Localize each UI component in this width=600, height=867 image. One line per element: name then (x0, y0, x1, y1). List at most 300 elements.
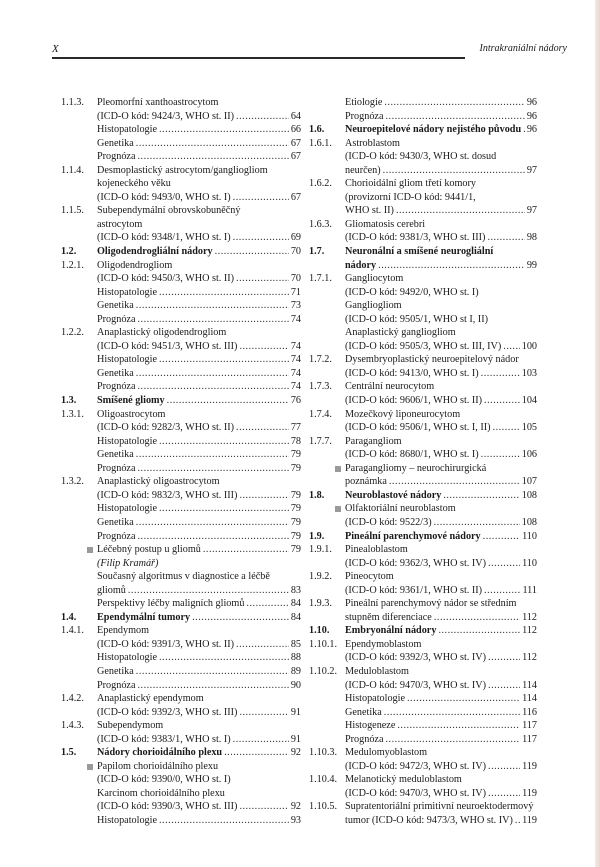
entry-title: Anaplastický ependymom (97, 693, 204, 705)
section-number: 1.9.2. (309, 571, 332, 583)
entry-title: Dysembryoplastický neuroepitelový nádor (345, 354, 519, 366)
page-ref: 105 (521, 422, 537, 434)
toc-entry (61, 570, 301, 584)
page-ref: 108 (521, 489, 537, 501)
page-ref: 112 (522, 611, 537, 623)
toc-entry (61, 394, 301, 408)
dot-leader (137, 150, 288, 164)
toc-entry (61, 435, 301, 449)
entry-line (345, 204, 537, 218)
dot-leader (233, 231, 289, 245)
dot-leader (136, 516, 289, 530)
page-ref: 67 (290, 191, 301, 203)
dot-leader (434, 516, 520, 530)
page-ref: 119 (522, 760, 537, 772)
dot-leader (224, 746, 289, 760)
entry-title: Embryonální nádory (345, 625, 437, 637)
page-ref: 110 (522, 530, 537, 542)
page-ref: 96 (526, 110, 537, 122)
entry-title: Prognóza (97, 313, 136, 325)
entry-line (97, 435, 301, 449)
entry-title: (ICD-O kód: 9492/0, WHO st. I) (345, 286, 479, 298)
toc-entry (309, 204, 537, 218)
entry-line (345, 123, 537, 137)
toc-entry (309, 231, 537, 245)
entry-title: (ICD-O kód: 9470/3, WHO st. IV) (345, 787, 487, 799)
entry-line (345, 313, 537, 327)
toc-column-right (309, 96, 537, 828)
section-number: 1.7.2. (309, 354, 332, 366)
page-ref: 119 (522, 787, 537, 799)
entry-title: (ICD-O kód: 9505/3, WHO st. III, IV) (345, 340, 502, 352)
entry-line (345, 733, 537, 747)
toc-entry (61, 746, 301, 760)
section-number: 1.7.1. (309, 273, 332, 285)
page-ref: 93 (290, 814, 301, 826)
entry-title: Léčebný postup u gliomů (97, 544, 201, 556)
toc-entry (309, 286, 537, 300)
entry-line (97, 597, 301, 611)
dot-leader (407, 692, 520, 706)
page-ref: 114 (522, 693, 537, 705)
page-ref: 90 (290, 679, 301, 691)
section-number: 1.5. (61, 747, 77, 759)
toc-entry (61, 516, 301, 530)
dot-leader (128, 584, 289, 598)
page-ref: 84 (290, 611, 301, 623)
entry-line (97, 137, 301, 151)
toc-entry (309, 367, 537, 381)
entry-line (345, 475, 537, 489)
page-ref: 96 (526, 124, 537, 136)
toc-entry (61, 313, 301, 327)
entry-line (345, 286, 537, 300)
entry-line (345, 177, 537, 191)
entry-title: Histopatologie (97, 814, 157, 826)
toc-entry (61, 787, 301, 801)
entry-line (345, 584, 537, 598)
entry-line (345, 800, 537, 814)
entry-line (97, 123, 301, 137)
toc-entry (61, 773, 301, 787)
toc-entry (309, 462, 537, 476)
dot-leader (239, 706, 288, 720)
entry-title: Ependymom (97, 625, 150, 637)
section-number: 1.4.1. (61, 625, 84, 637)
entry-line (97, 231, 301, 245)
page-ref: 79 (290, 489, 301, 501)
page-ref: 70 (290, 273, 301, 285)
entry-line (97, 245, 301, 259)
toc-entry (309, 516, 537, 530)
toc-entry (309, 489, 537, 503)
entry-line (345, 719, 537, 733)
toc-entry (309, 719, 537, 733)
toc-entry (309, 624, 537, 638)
dot-leader (503, 340, 519, 354)
toc-entry (61, 353, 301, 367)
page-ref: 92 (290, 801, 301, 813)
toc-entry (309, 502, 537, 516)
dot-leader (488, 557, 520, 571)
entry-title: poznámka (345, 476, 387, 488)
toc-entry (309, 394, 537, 408)
entry-title: Histogeneze (345, 720, 396, 732)
toc-entry (309, 299, 537, 313)
entry-line (345, 773, 537, 787)
dot-leader (159, 286, 289, 300)
entry-line (97, 462, 301, 476)
dot-leader (215, 245, 289, 259)
section-number: 1.7. (309, 246, 325, 258)
section-number: 1.4.2. (61, 693, 84, 705)
entry-line (97, 746, 301, 760)
entry-title: Histopatologie (97, 503, 157, 515)
page-ref: 79 (290, 530, 301, 542)
entry-title: Genetika (97, 300, 134, 312)
toc-entry (61, 706, 301, 720)
entry-title: (ICD-O kód: 9348/1, WHO st. I) (97, 232, 231, 244)
entry-title: Smíšené gliomy (97, 395, 165, 407)
entry-line (97, 570, 301, 584)
page-ref: 117 (522, 720, 537, 732)
section-number: 1.10.3. (309, 747, 338, 759)
entry-title: Paragangliom (345, 435, 402, 447)
entry-title: Etiologie (345, 97, 383, 108)
entry-title: Genetika (345, 706, 382, 718)
toc-entry (61, 204, 301, 218)
entry-line (97, 624, 301, 638)
entry-line (97, 272, 301, 286)
toc-entry (309, 353, 537, 367)
entry-line (345, 218, 537, 232)
section-number: 1.1.4. (61, 164, 84, 176)
toc-entry (61, 272, 301, 286)
entry-title: Prognóza (97, 381, 136, 393)
entry-title: Neuronální a smíšené neurogliální (345, 246, 494, 258)
toc-entry (309, 814, 537, 828)
entry-title: gliomů (97, 584, 126, 596)
entry-line (97, 489, 301, 503)
dot-leader (246, 597, 288, 611)
entry-line (345, 245, 537, 259)
toc-entry (61, 231, 301, 245)
toc-entry (309, 177, 537, 191)
toc-entry (61, 665, 301, 679)
page-ref: 92 (290, 747, 301, 759)
dot-leader (384, 96, 524, 110)
entry-title: Pineální parenchymové nádory (345, 530, 481, 542)
entry-line (97, 353, 301, 367)
page-ref: 74 (290, 381, 301, 393)
page-ref: 112 (522, 625, 537, 637)
entry-title: Anaplastický oligodendrogliom (97, 327, 227, 339)
toc-entry (309, 218, 537, 232)
dot-leader (481, 448, 520, 462)
toc-entry (309, 665, 537, 679)
dot-leader (385, 733, 520, 747)
page-ref: 89 (290, 665, 301, 677)
toc-entry (309, 597, 537, 611)
entry-title: Genetika (97, 137, 134, 149)
dot-leader (389, 475, 520, 489)
toc-entry (309, 380, 537, 394)
entry-line (97, 706, 301, 720)
page-ref: 66 (290, 124, 301, 136)
dot-leader (484, 394, 520, 408)
page-ref: 73 (290, 300, 301, 312)
entry-line (345, 191, 537, 205)
running-header (52, 40, 567, 58)
entry-line (345, 326, 537, 340)
toc-entry (61, 719, 301, 733)
entry-title: Olfaktoriální neuroblastom (345, 503, 456, 515)
toc-entry (61, 624, 301, 638)
entry-line (97, 787, 301, 801)
section-number: 1.9.1. (309, 544, 332, 556)
dot-leader (523, 123, 525, 137)
toc-entry (61, 638, 301, 652)
page-ref: 85 (290, 638, 301, 650)
dot-leader (167, 394, 289, 408)
page-ref: 79 (290, 449, 301, 461)
toc-entry (309, 259, 537, 273)
dot-leader (483, 530, 520, 544)
page-ref: 108 (521, 516, 537, 528)
section-number: 1.6.3. (309, 218, 332, 230)
entry-line (345, 543, 537, 557)
entry-title: Pineální parenchymový nádor se středním (345, 598, 517, 610)
entry-line (345, 638, 537, 652)
toc-entry (61, 150, 301, 164)
dot-leader (159, 502, 289, 516)
toc-entry (61, 543, 301, 557)
entry-line (97, 380, 301, 394)
entry-line (97, 259, 301, 273)
toc-entry (309, 584, 537, 598)
entry-line (345, 435, 537, 449)
entry-line (345, 137, 537, 151)
entry-line (97, 814, 301, 828)
entry-title: (ICD-O kód: 9450/3, WHO st. II) (97, 273, 235, 285)
dot-leader (443, 489, 519, 503)
entry-title: Histopatologie (97, 124, 157, 136)
entry-title: (ICD-O kód: 9390/3, WHO st. III) (97, 801, 238, 813)
dot-leader (137, 530, 288, 544)
entry-line (345, 353, 537, 367)
entry-title: (ICD-O kód: 9362/3, WHO st. IV) (345, 557, 487, 569)
entry-line (97, 313, 301, 327)
entry-line (97, 475, 301, 489)
section-number: 1.10.1. (309, 638, 338, 650)
toc-entry (61, 367, 301, 381)
entry-line (97, 110, 301, 124)
section-number: 1.2. (61, 246, 77, 258)
entry-title: (ICD-O kód: 9282/3, WHO st. II) (97, 422, 235, 434)
entry-title: (ICD-O kód: 9451/3, WHO st. III) (97, 340, 238, 352)
entry-line (97, 218, 301, 232)
entry-title: Subependymom (97, 720, 164, 732)
entry-title: Oligodendrogliom (97, 259, 173, 271)
section-number: 1.3.1. (61, 408, 84, 420)
entry-line (345, 299, 537, 313)
entry-line (97, 651, 301, 665)
entry-title: nádory (345, 259, 377, 271)
entry-line (97, 692, 301, 706)
page-ref: 79 (290, 516, 301, 528)
entry-line (345, 150, 537, 164)
dot-leader (438, 624, 520, 638)
entry-line (345, 96, 537, 110)
toc-entry (61, 584, 301, 598)
entry-title: (ICD-O kód: 9381/3, WHO st. III) (345, 232, 486, 244)
entry-line (345, 502, 537, 516)
dot-leader (488, 679, 520, 693)
entry-line (97, 502, 301, 516)
entry-title: (ICD-O kód: 9413/0, WHO st. I) (345, 367, 479, 379)
page-ref: 83 (290, 584, 301, 596)
entry-title: (ICD-O kód: 9832/3, WHO st. III) (97, 489, 238, 501)
section-number: 1.6.2. (309, 178, 332, 190)
toc-entry (61, 286, 301, 300)
page-ref: 97 (526, 205, 537, 217)
entry-line (345, 665, 537, 679)
toc-entry (309, 543, 537, 557)
entry-line (97, 326, 301, 340)
entry-title: Histopatologie (97, 354, 157, 366)
toc-entry (61, 340, 301, 354)
entry-line (345, 651, 537, 665)
entry-line (345, 380, 537, 394)
entry-title: (ICD-O kód: 9390/0, WHO st. I) (97, 774, 231, 786)
entry-line (345, 611, 537, 625)
toc-entry (309, 570, 537, 584)
page-ref: 67 (290, 151, 301, 163)
entry-line (345, 272, 537, 286)
dot-leader (484, 584, 520, 598)
toc-entry (61, 137, 301, 151)
dot-leader (137, 313, 288, 327)
dot-leader (136, 137, 289, 151)
entry-title: (ICD-O kód: 9493/0, WHO st. I) (97, 191, 231, 203)
entry-line (345, 760, 537, 774)
entry-title: Histopatologie (345, 693, 405, 705)
square-bullet-icon (335, 466, 341, 472)
page-number: X (52, 43, 59, 55)
entry-title: Ependymální tumory (97, 611, 191, 623)
entry-title: Papilom chorioidálního plexu (97, 760, 219, 772)
entry-title: kojeneckého věku (97, 178, 171, 190)
page-ref: 103 (521, 367, 537, 379)
entry-line (345, 489, 537, 503)
entry-title: (ICD-O kód: 9430/3, WHO st. dosud (345, 151, 497, 163)
toc-entry (61, 651, 301, 665)
entry-title: Desmoplastický astrocytom/gangliogliom (97, 164, 268, 176)
page-ref: 99 (526, 259, 537, 271)
dot-leader (159, 435, 289, 449)
toc-entry (309, 530, 537, 544)
entry-title: Genetika (97, 516, 134, 528)
entry-title: Genetika (97, 449, 134, 461)
entry-line (97, 164, 301, 178)
entry-line (345, 367, 537, 381)
toc-entry (61, 177, 301, 191)
page-ref: 74 (290, 367, 301, 379)
section-number: 1.3. (61, 395, 77, 407)
entry-title: Melanotický meduloblastom (345, 774, 462, 786)
entry-title: (ICD-O kód: 9505/1, WHO st I, II) (345, 313, 488, 325)
entry-line (345, 421, 537, 435)
page-ref: 70 (290, 246, 301, 258)
toc-entry (309, 638, 537, 652)
entry-line (97, 543, 301, 557)
section-number: 1.7.7. (309, 435, 332, 447)
toc-entry (309, 611, 537, 625)
entry-title: Oligoastrocytom (97, 408, 166, 420)
dot-leader (233, 733, 289, 747)
entry-title: Gangliocytom (345, 273, 404, 285)
entry-line (345, 679, 537, 693)
entry-line (345, 231, 537, 245)
toc-entry (61, 380, 301, 394)
entry-title: Perspektivy léčby maligních gliomů (97, 598, 245, 610)
dot-leader (385, 110, 524, 124)
dot-leader (136, 367, 289, 381)
section-number: 1.7.4. (309, 408, 332, 420)
page-ref: 91 (290, 733, 301, 745)
toc-entry (309, 475, 537, 489)
toc-entry (309, 150, 537, 164)
entry-title: Oligodendrogliální nádory (97, 246, 213, 258)
entry-title: Pinealoblastom (345, 544, 408, 556)
entry-title: (ICD-O kód: 9383/1, WHO st. I) (97, 733, 231, 745)
entry-line (97, 394, 301, 408)
entry-line (97, 204, 301, 218)
entry-title: neurčen) (345, 164, 381, 176)
dot-leader (159, 123, 289, 137)
toc-entry (309, 706, 537, 720)
entry-line (345, 597, 537, 611)
entry-title: (ICD-O kód: 9506/1, WHO st. I, II) (345, 422, 491, 434)
toc-entry (309, 123, 537, 137)
toc-entry (61, 326, 301, 340)
entry-line (345, 530, 537, 544)
toc-entry (309, 679, 537, 693)
section-number: 1.1.5. (61, 205, 84, 217)
page-ref: 104 (521, 395, 537, 407)
entry-line (97, 191, 301, 205)
entry-title: Gliomatosis cerebri (345, 218, 426, 230)
dot-leader (396, 204, 525, 218)
entry-line (97, 286, 301, 300)
entry-line (97, 638, 301, 652)
entry-title: Gangliogliom (345, 300, 402, 312)
page-ref: 78 (290, 435, 301, 447)
toc-entry (61, 489, 301, 503)
entry-title: Karcinom chorioidálního plexu (97, 787, 225, 799)
section-number: 1.6.1. (309, 137, 332, 149)
entry-line (97, 530, 301, 544)
toc-entry (61, 475, 301, 489)
entry-line (345, 706, 537, 720)
toc-entry (61, 502, 301, 516)
entry-line (97, 448, 301, 462)
section-number: 1.2.2. (61, 327, 84, 339)
dot-leader (239, 340, 288, 354)
entry-title: astrocytom (97, 218, 143, 230)
toc-entry (309, 326, 537, 340)
entry-title: Neuroepitelové nádory nejistého původu (345, 124, 522, 136)
